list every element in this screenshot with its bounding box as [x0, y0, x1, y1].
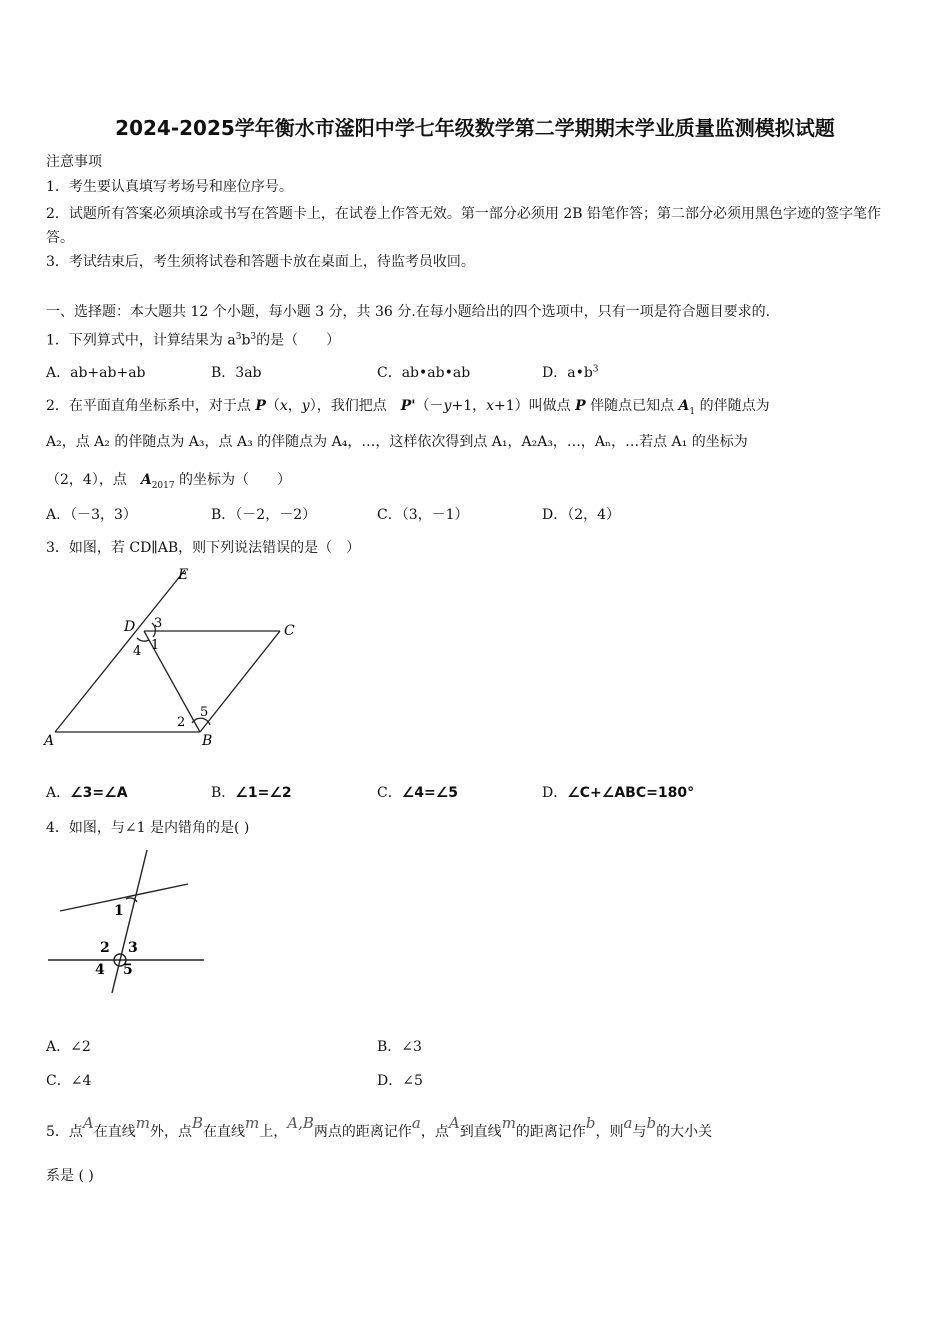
question-1-stem: 1．下列算式中，计算结果为 $a^3b^3$的是（ ）	[46, 332, 341, 349]
notice-heading: 注意事项	[46, 154, 102, 170]
question-5-line-2: 系是 ( )	[46, 1168, 94, 1184]
question-2-line-2: A₂，点 A₂ 的伴随点为 A₃，点 A₃ 的伴随点为 A₄，…，这样依次得到点 A₁，A₂A₃，…，Aₙ，…若点 A₁ 的坐标为	[46, 434, 748, 450]
label-angle-5: 5	[200, 705, 209, 720]
question-2-option-a[interactable]: A．（－3，3）	[46, 507, 137, 523]
question-4-figure	[40, 845, 215, 1005]
question-4-option-c[interactable]: C．∠4	[46, 1073, 92, 1089]
question-4-option-b[interactable]: B．∠3	[377, 1039, 422, 1055]
label-angle-3: 3	[154, 616, 163, 631]
line-ae	[55, 570, 185, 732]
label-angle-1: 1	[151, 638, 160, 653]
question-5-line-1: 5．点A在直线m外，点B在直线m上，A,B两点的距离记作a，点A到直线m的距离记作b，则a与b的大小关	[46, 1114, 713, 1140]
question-2-line-1: 2．在平面直角坐标系中，对于点 P（x，y），我们把点 P'（－y+1，x+1）叫做点 P 伴随点已知点 $A_1$ 的伴随点为	[46, 398, 770, 417]
notice-item-2: 2．试题所有答案必须填涂或书写在答题卡上，在试卷上作答无效。第一部分必须用 2B 铅笔作答；第二部分必须用黑色字迹的签字笔作答。	[46, 206, 881, 246]
question-4-option-a[interactable]: A．∠2	[46, 1039, 91, 1055]
question-3-option-c[interactable]: C．∠4=∠5	[377, 785, 459, 801]
section-heading: 一、选择题：本大题共 12 个小题，每小题 3 分，共 36 分.在每小题给出的四个选项中，只有一项是符合题目要求的.	[46, 304, 771, 320]
upper-transversal-line	[60, 884, 188, 911]
label-angle-1: 1	[114, 903, 124, 919]
question-1-option-c[interactable]: C．ab•ab•ab	[377, 365, 471, 381]
question-3-option-d[interactable]: D．∠C+∠ABC=180°	[542, 785, 695, 801]
question-2-line-3: （2，4），点 $A_{2017}$ 的坐标为（ ）	[46, 472, 292, 491]
label-c: C	[284, 623, 295, 639]
label-a: A	[44, 733, 55, 749]
label-angle-2: 2	[177, 715, 186, 730]
question-1-option-b[interactable]: B．3ab	[211, 365, 262, 381]
question-1-option-a[interactable]: A．ab+ab+ab	[46, 365, 146, 381]
question-3-stem: 3．如图，若 CD∥AB，则下列说法错误的是（ ）	[46, 540, 361, 556]
question-3-figure	[40, 565, 310, 755]
question-4-option-d[interactable]: D．∠5	[377, 1073, 423, 1089]
label-e: E	[178, 567, 189, 583]
label-angle-3: 3	[128, 940, 138, 956]
label-angle-2: 2	[100, 940, 110, 956]
question-3-option-b[interactable]: B．∠1=∠2	[211, 785, 292, 801]
notice-item-1: 1．考生要认真填写考场号和座位序号。	[46, 179, 293, 195]
question-2-option-d[interactable]: D．（2，4）	[542, 507, 621, 523]
question-1-option-d[interactable]: D．$a•b^3$	[542, 364, 599, 381]
angle-arc-4	[137, 638, 149, 641]
question-3-option-a[interactable]: A．∠3=∠A	[46, 785, 128, 801]
label-b: B	[202, 733, 213, 749]
label-angle-5: 5	[123, 962, 133, 978]
label-d: D	[124, 619, 136, 635]
label-angle-4: 4	[133, 644, 142, 659]
question-4-stem: 4．如图，与∠1 是内错角的是( )	[46, 820, 250, 836]
notice-item-3: 3．考试结束后，考生须将试卷和答题卡放在桌面上，待监考员收回。	[46, 254, 475, 270]
label-angle-4: 4	[95, 962, 105, 978]
question-2-option-b[interactable]: B．（－2，－2）	[211, 507, 317, 523]
page-title: 2024-2025学年衡水市滏阳中学七年级数学第二学期期末学业质量监测模拟试题	[115, 116, 835, 140]
question-2-option-c[interactable]: C．（3，－1）	[377, 507, 469, 523]
line-bc	[200, 631, 280, 732]
